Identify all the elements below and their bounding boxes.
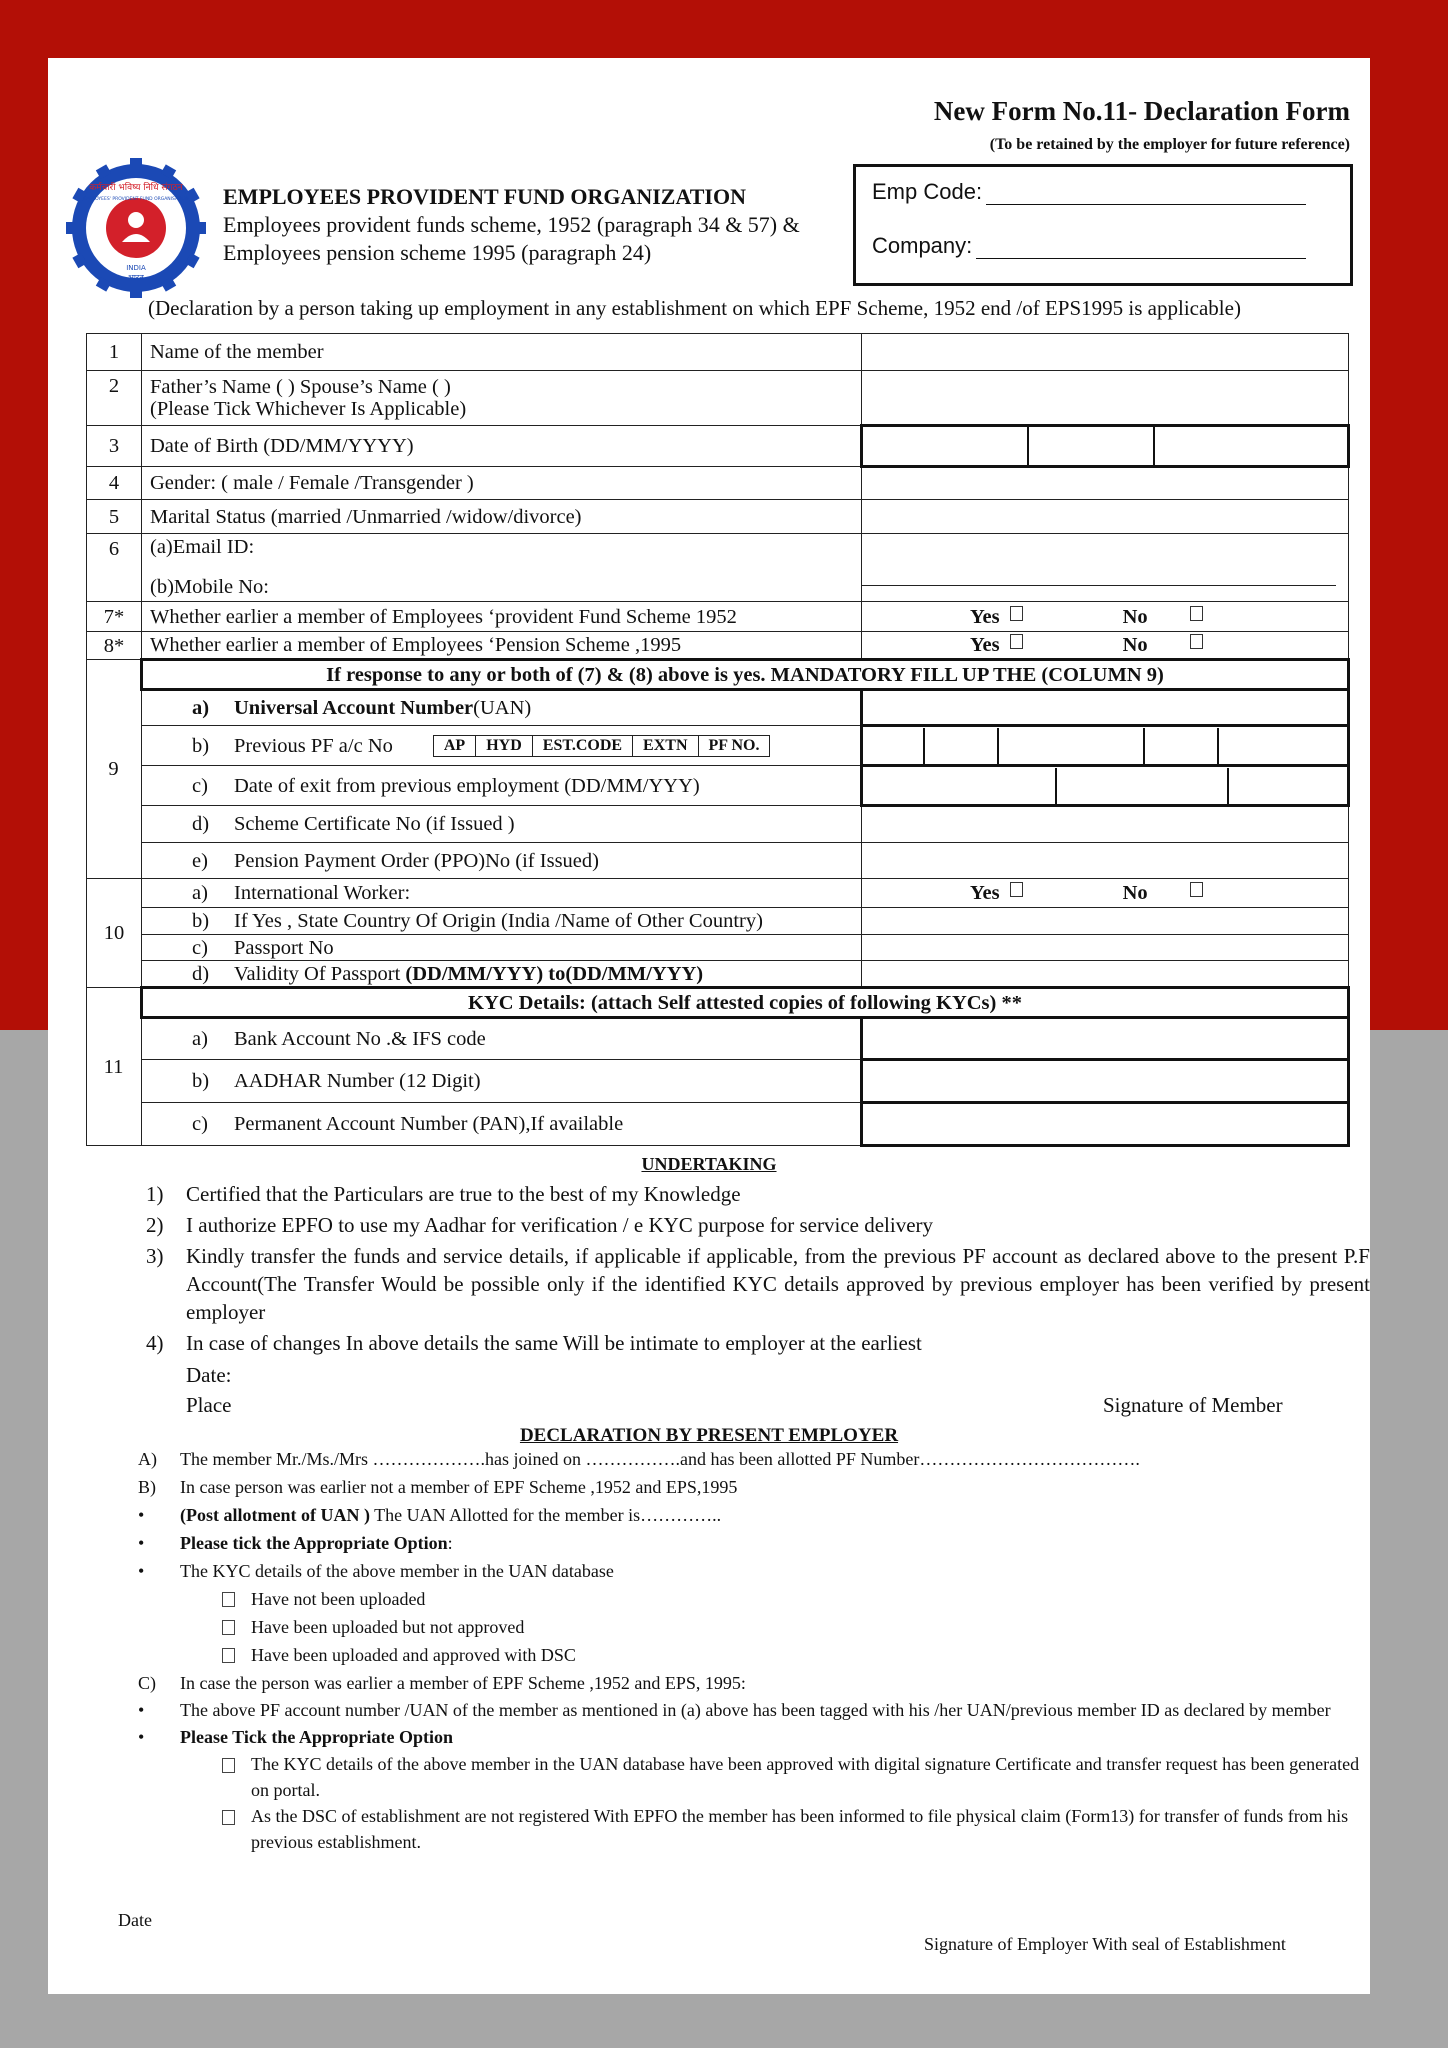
dob-field[interactable] <box>862 426 1349 467</box>
row-number: 1 <box>87 334 142 371</box>
member-name-field[interactable] <box>862 334 1349 371</box>
employer-signature-label: Signature of Employer With seal of Establishment <box>924 1934 1286 1954</box>
table-row <box>87 690 1349 726</box>
scheme-cert-field[interactable] <box>862 806 1349 843</box>
row-number: 8* <box>87 632 142 660</box>
no-checkbox[interactable] <box>1190 634 1203 649</box>
pan-field[interactable] <box>862 1103 1349 1146</box>
emp-code-box <box>853 164 1353 286</box>
row-label: Date of Birth (DD/MM/YYYY) <box>142 426 862 467</box>
table-row <box>87 806 1349 843</box>
father-spouse-label: Father’s Name ( ) Spouse’s Name ( ) <box>150 376 451 398</box>
passport-label: c) Passport No <box>142 935 862 961</box>
yes-checkbox[interactable] <box>1010 606 1023 621</box>
pan-label: c) Permanent Account Number (PAN),If available <box>142 1103 862 1146</box>
no-label: No <box>1122 634 1148 656</box>
table-row <box>87 935 1349 961</box>
list-item: • (Post allotment of UAN ) The UAN Allotted for the member is………….. <box>138 1505 722 1525</box>
table-row <box>87 500 1349 534</box>
eps-member-options <box>862 632 1349 660</box>
passport-field[interactable] <box>862 935 1349 961</box>
svg-text:EMPLOYEES' PROVIDENT FUND ORGA: EMPLOYEES' PROVIDENT FUND ORGANISATION <box>83 197 189 202</box>
list-item: A) The member Mr./Ms./Mrs ……………….has joined on …………….and has been allotted PF Number………………………………. <box>138 1449 1140 1469</box>
passport-validity-field[interactable] <box>862 961 1349 988</box>
table-row <box>87 988 1349 1018</box>
org-name: EMPLOYEES PROVIDENT FUND ORGANIZATION <box>223 184 746 209</box>
scheme-line-1: Employees provident funds scheme, 1952 (paragraph 34 & 57) & <box>223 212 800 237</box>
previous-pf-label: b) Previous PF a/c No AP HYD EST.CODE EXTN PF NO. <box>142 726 862 766</box>
email-label: (a)Email ID: <box>150 536 255 558</box>
svg-text:भारत: भारत <box>128 273 144 282</box>
tick-note: (Please Tick Whichever Is Applicable) <box>150 398 467 420</box>
undertaking-date-label: Date: <box>186 1363 232 1387</box>
table-row <box>87 1103 1349 1146</box>
emp-code-label: Emp Code: <box>872 179 983 204</box>
column9-header: If response to any or both of (7) & (8) above is yes. MANDATORY FILL UP THE (COLUMN 9) <box>142 660 1349 690</box>
table-row <box>87 1018 1349 1060</box>
table-row <box>87 426 1349 467</box>
form-subtitle: (To be retained by the employer for future reference) <box>989 136 1350 153</box>
uan-label: a) Universal Account Number(UAN) <box>142 690 862 726</box>
table-row <box>87 766 1349 806</box>
kyc-option: Have not been uploaded <box>222 1585 1370 1613</box>
employer-date-label: Date <box>118 1910 152 1930</box>
table-row <box>87 602 1349 632</box>
company-row <box>872 233 1306 259</box>
row-label <box>142 371 862 426</box>
employer-declaration <box>138 1445 1370 1855</box>
country-field[interactable] <box>862 908 1349 935</box>
row-label: Name of the member <box>142 334 862 371</box>
exit-date-field[interactable] <box>862 766 1349 806</box>
company-field[interactable] <box>976 240 1306 259</box>
kyc-option: Have been uploaded and approved with DSC <box>222 1641 1370 1669</box>
row-label: Marital Status (married /Unmarried /widow/divorce) <box>142 500 862 534</box>
row-number: 2 <box>87 371 142 426</box>
table-row <box>87 334 1349 371</box>
row-number: 3 <box>87 426 142 467</box>
kyc-option-checkbox[interactable] <box>222 1592 235 1607</box>
row-number: 9 <box>87 660 142 879</box>
row-number: 5 <box>87 500 142 534</box>
yes-label: Yes <box>970 882 1000 904</box>
svg-text:INDIA: INDIA <box>126 264 146 272</box>
scheme-cert-label: d) Scheme Certificate No (if Issued ) <box>142 806 862 843</box>
undertaking-title: UNDERTAKING <box>641 1154 777 1174</box>
emp-code-row <box>872 179 1306 205</box>
table-row <box>87 467 1349 500</box>
email-mobile-field[interactable] <box>862 534 1349 602</box>
list-item: • Please tick the Appropriate Option: <box>138 1533 453 1553</box>
undertaking-place-label: Place <box>186 1393 232 1417</box>
table-row <box>87 534 1349 602</box>
list-item: C) In case the person was earlier a member of EPF Scheme ,1952 and EPS, 1995: <box>138 1673 746 1693</box>
table-row <box>87 1060 1349 1103</box>
row-label: Whether earlier a member of Employees ‘provident Fund Scheme 1952 <box>142 602 862 632</box>
row-label: Gender: ( male / Female /Transgender ) <box>142 467 862 500</box>
employer-declaration-title: DECLARATION BY PRESENT EMPLOYER <box>519 1425 899 1446</box>
undertaking-list <box>146 1180 1370 1357</box>
father-spouse-field[interactable] <box>862 371 1349 426</box>
ppo-label: e) Pension Payment Order (PPO)No (if Issued) <box>142 843 862 879</box>
exit-date-label: c) Date of exit from previous employment (DD/MM/YYY) <box>142 766 862 806</box>
no-checkbox[interactable] <box>1190 882 1203 897</box>
row-label <box>142 534 862 602</box>
passport-validity-label: d) Validity Of Passport (DD/MM/YYY) to(DD/MM/YYY) <box>142 961 862 988</box>
gender-field[interactable] <box>862 467 1349 500</box>
no-checkbox[interactable] <box>1190 606 1203 621</box>
transfer-option: The KYC details of the above member in the UAN database have been approved with digital signature Certificate and transfer request has been generated on portal. <box>222 1751 1370 1803</box>
yes-label: Yes <box>970 605 1000 628</box>
row-label: Whether earlier a member of Employees ‘Pension Scheme ,1995 <box>142 632 862 660</box>
scheme-line-2: Employees pension scheme 1995 (paragraph 24) <box>223 240 652 265</box>
row-number: 7* <box>87 602 142 632</box>
row-number: 10 <box>87 879 142 988</box>
row-number: 4 <box>87 467 142 500</box>
declaration-line: (Declaration by a person taking up employment in any establishment on which EPF Scheme, 1952 end /of EPS1995 is applicable) <box>148 296 1241 320</box>
table-row <box>87 879 1349 908</box>
aadhar-field[interactable] <box>862 1060 1349 1103</box>
table-row <box>87 908 1349 935</box>
company-label: Company: <box>872 233 973 258</box>
list-item: 1) Certified that the Particulars are true to the best of my Knowledge <box>146 1182 741 1206</box>
kyc-header: KYC Details: (attach Self attested copies of following KYCs) ** <box>142 988 1349 1018</box>
member-signature-label: Signature of Member <box>1103 1393 1283 1417</box>
previous-pf-field[interactable] <box>862 726 1349 766</box>
table-row <box>87 961 1349 988</box>
marital-status-field[interactable] <box>862 500 1349 534</box>
emp-code-field[interactable] <box>986 186 1306 205</box>
row-number: 6 <box>87 534 142 602</box>
kyc-option-checkbox[interactable] <box>222 1648 235 1663</box>
mobile-label: (b)Mobile No: <box>150 576 269 598</box>
no-label: No <box>1122 882 1148 904</box>
bank-label: a) Bank Account No .& IFS code <box>142 1018 862 1060</box>
org-block <box>223 183 863 267</box>
epf-member-options <box>862 602 1349 632</box>
ppo-field[interactable] <box>862 843 1349 879</box>
uan-field[interactable] <box>862 690 1349 726</box>
list-item: 4) In case of changes In above details the same Will be intimate to employer at the earliest <box>146 1331 922 1355</box>
svg-text:कर्मचारी भविष्य निधि संगठन: कर्मचारी भविष्य निधि संगठन <box>89 183 183 193</box>
intl-worker-label: a) International Worker: <box>142 879 862 908</box>
list-item: 3) Kindly transfer the funds and service details, if applicable if applicable, from the previous PF account as declared above to the present P.F Account(The Transfer Would be possible only if the identified KYC details approved by previous employer has been verified by present employer <box>146 1244 1370 1324</box>
country-label: b) If Yes , State Country Of Origin (India /Name of Other Country) <box>142 908 862 935</box>
yes-checkbox[interactable] <box>1010 882 1023 897</box>
table-row <box>87 660 1349 690</box>
no-label: No <box>1122 605 1148 628</box>
pf-code-headers: AP HYD EST.CODE EXTN PF NO. <box>433 735 771 757</box>
table-row <box>87 726 1349 766</box>
form-page <box>48 58 1370 1994</box>
list-item: • Please Tick the Appropriate Option <box>138 1727 454 1747</box>
transfer-option-checkbox[interactable] <box>222 1758 235 1773</box>
aadhar-label: b) AADHAR Number (12 Digit) <box>142 1060 862 1103</box>
epfo-logo-icon <box>66 158 206 298</box>
member-details-table <box>86 333 1350 1147</box>
yes-label: Yes <box>970 634 1000 656</box>
list-item: 2) I authorize EPFO to use my Aadhar for verification / e KYC purpose for service delivery <box>146 1213 934 1237</box>
list-item: B) In case person was earlier not a member of EPF Scheme ,1952 and EPS,1995 <box>138 1477 738 1497</box>
bank-field[interactable] <box>862 1018 1349 1060</box>
kyc-option-checkbox[interactable] <box>222 1620 235 1635</box>
list-item: • The above PF account number /UAN of the member as mentioned in (a) above has been tagged with his /her UAN/previous member ID as declared by member <box>138 1700 1331 1720</box>
table-row <box>87 632 1349 660</box>
list-item: • The KYC details of the above member in the UAN database <box>138 1561 614 1581</box>
intl-worker-options <box>862 879 1349 908</box>
row-number: 11 <box>87 988 142 1146</box>
form-title: New Form No.11- Declaration Form <box>933 96 1350 126</box>
table-row <box>87 843 1349 879</box>
transfer-option: As the DSC of establishment are not registered With EPFO the member has been informed to file physical claim (Form13) for transfer of funds from his previous establishment. <box>222 1803 1370 1855</box>
table-row <box>87 371 1349 426</box>
kyc-option: Have been uploaded but not approved <box>222 1613 1370 1641</box>
yes-checkbox[interactable] <box>1010 634 1023 649</box>
transfer-option-checkbox[interactable] <box>222 1810 235 1825</box>
